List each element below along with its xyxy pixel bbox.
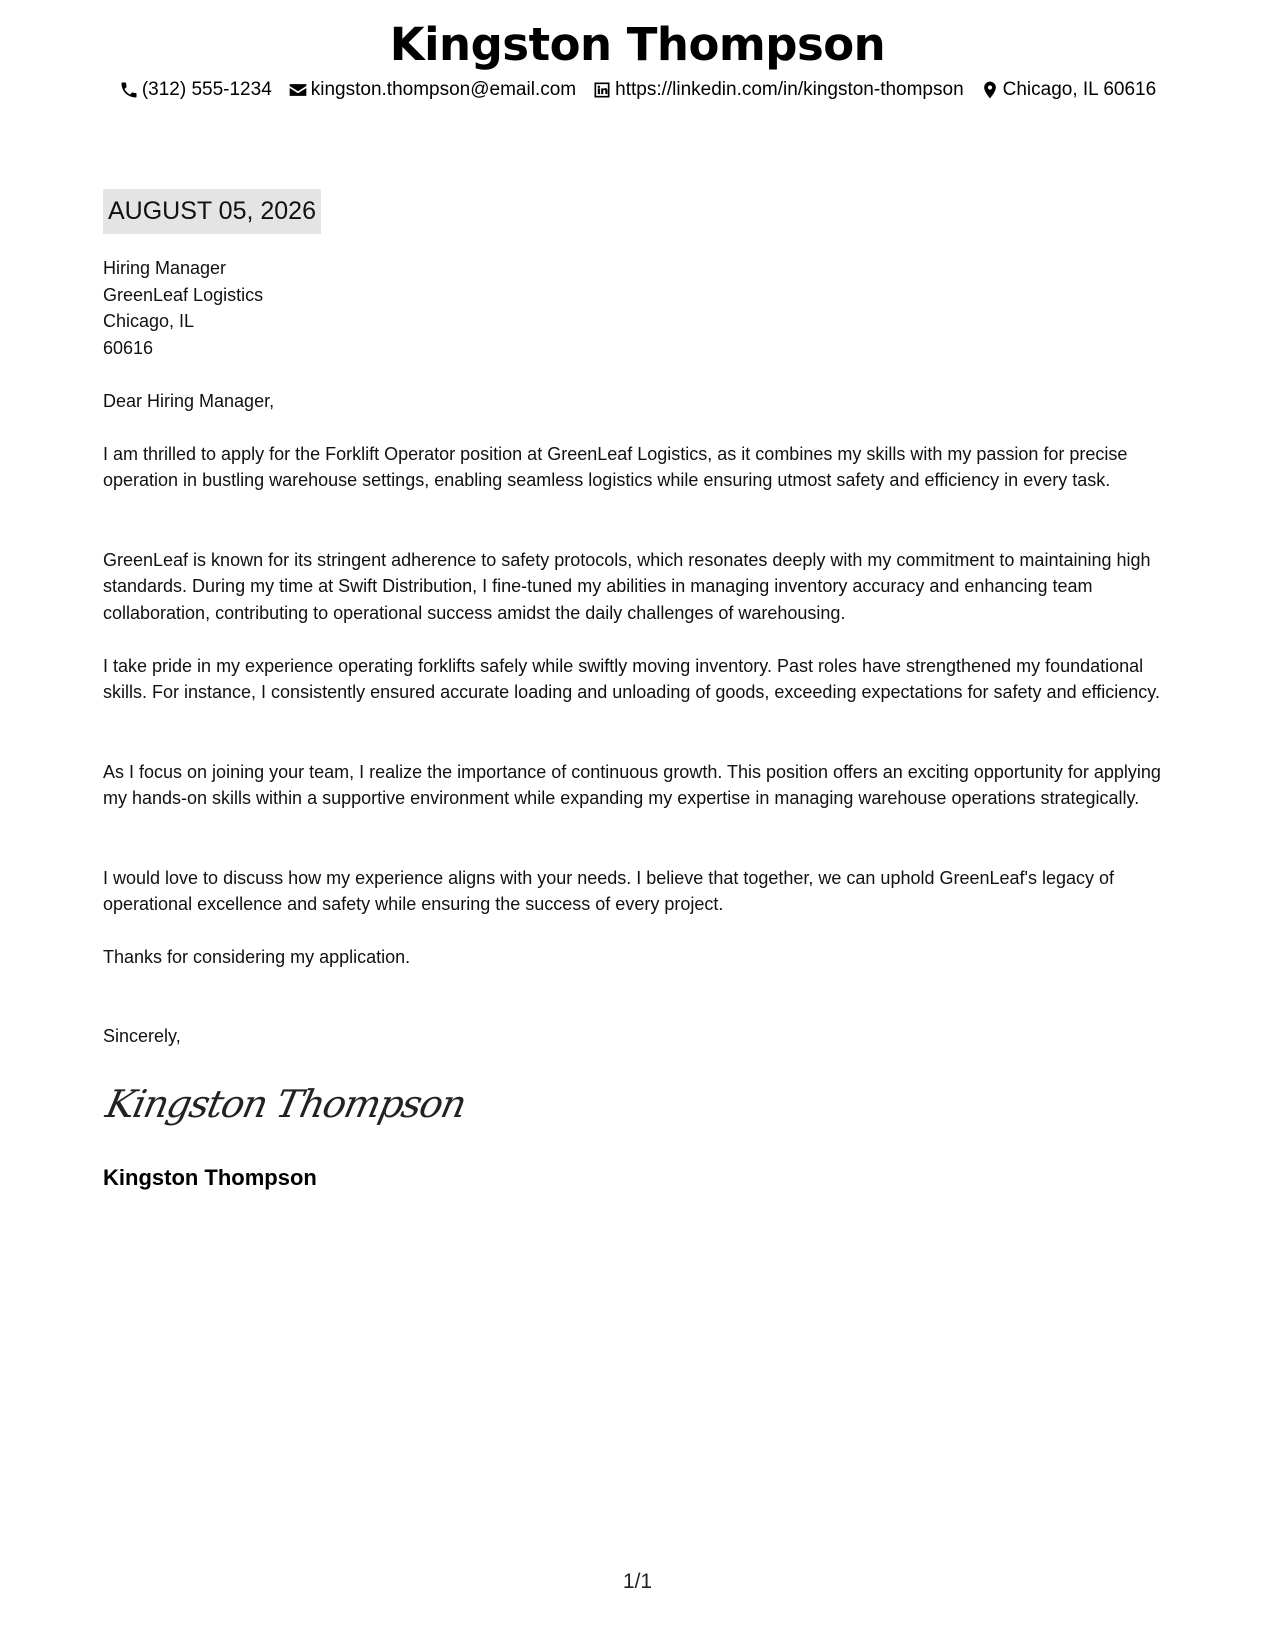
contact-phone <box>119 79 272 101</box>
recipient-block <box>103 255 263 361</box>
contact-linkedin <box>592 79 964 101</box>
recipient-title: Hiring Manager <box>103 258 227 278</box>
phone-icon <box>119 80 139 100</box>
signer-name: Kingston Thompson <box>103 1165 317 1190</box>
contact-email <box>288 79 576 101</box>
paragraph-text: I would love to discuss how my experience aligns with your needs. I believe that together, we can uphold GreenLeaf's legacy of operational excellence and safety while ensuring the success of every project. <box>103 868 1115 915</box>
signature-graphic <box>101 1075 470 1135</box>
paragraph-text: I am thrilled to apply for the Forklift Operator position at GreenLeaf Logistics, as it combines my skills with my passion for precise operation in bustling warehouse settings, enabling seamless logistics while ensuring utmost safety and efficiency in every task. <box>103 444 1128 491</box>
location-text: Chicago, IL 60616 <box>1002 79 1157 100</box>
body-paragraph <box>103 865 1173 918</box>
body-paragraph <box>103 759 1173 812</box>
applicant-name-heading: Kingston Thompson <box>389 18 886 71</box>
contact-location <box>980 79 1157 101</box>
body-paragraph <box>103 441 1173 494</box>
letter-date: AUGUST 05, 2026 <box>103 189 321 234</box>
recipient-city-state: Chicago, IL <box>103 311 195 331</box>
email-text: kingston.thompson@email.com <box>310 79 577 100</box>
paragraph-text: GreenLeaf is known for its stringent adherence to safety protocols, which resonates deeply with my commitment to maintaining high standards. During my time at Swift Distribution, I fine-tuned my abilities in managing inventory accuracy and enhancing team collaboration, contributing to operational success amidst the daily challenges of warehousing. <box>103 550 1151 623</box>
recipient-company: GreenLeaf Logistics <box>103 284 264 305</box>
recipient-zip: 60616 <box>103 337 154 358</box>
map-pin-icon <box>980 80 1000 100</box>
handwritten-signature <box>101 1075 470 1135</box>
closing-thanks: Thanks for considering my application. <box>103 947 411 967</box>
body-paragraph <box>103 653 1173 706</box>
page-number: 1/1 <box>622 1570 653 1593</box>
signoff: Sincerely, <box>103 1026 181 1046</box>
salutation: Dear Hiring Manager, <box>103 391 275 411</box>
linkedin-text: https://linkedin.com/in/kingston-thompson <box>615 79 964 100</box>
svg-text:Kingston Thompson: Kingston Thompson <box>101 1082 470 1127</box>
body-paragraph <box>103 547 1173 626</box>
linkedin-icon <box>592 80 612 100</box>
envelope-icon <box>288 80 308 100</box>
paragraph-text: I take pride in my experience operating forklifts safely while swiftly moving inventory. Past roles have strengthened my foundational skills. For instance, I consistently ensured accurate loading and unloading of goods, exceeding expectations for safety and efficiency. <box>103 656 1160 703</box>
paragraph-text: As I focus on joining your team, I realize the importance of continuous growth. This position offers an exciting opportunity for applying my hands-on skills within a supportive environment while expanding my expertise in managing warehouse operations strategically. <box>103 762 1161 809</box>
contact-info-row <box>0 79 1275 101</box>
phone-text: (312) 555-1234 <box>141 79 272 100</box>
